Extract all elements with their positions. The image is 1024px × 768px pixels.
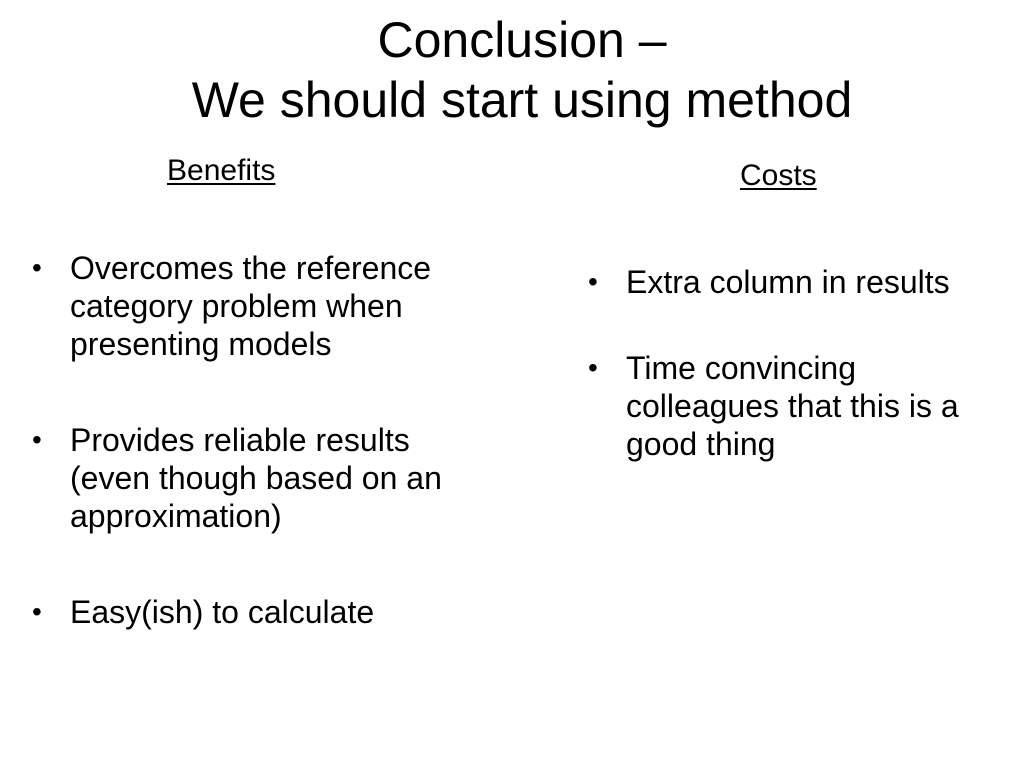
benefits-heading: Benefits (167, 154, 276, 187)
bullet-icon: • (32, 596, 42, 627)
slide-title-line-1: Conclusion – (377, 12, 667, 68)
benefit-item (32, 593, 452, 631)
benefit-item (32, 249, 452, 363)
cost-item-text: Time convincing colleagues that this is a good thing (626, 350, 959, 462)
benefit-item-text: Provides reliable results (even though based on an approximation) (70, 422, 442, 534)
bullet-icon: • (32, 252, 42, 283)
benefit-item-text: Overcomes the reference category problem when presenting models (70, 250, 432, 362)
bullet-icon: • (588, 352, 598, 383)
costs-heading: Costs (740, 159, 817, 192)
benefit-item (32, 421, 452, 535)
cost-item (588, 263, 1008, 301)
slide-title-line-2: We should start using method (191, 72, 853, 128)
bullet-icon: • (588, 266, 598, 297)
costs-list (588, 263, 1008, 511)
cost-item-text: Extra column in results (626, 264, 950, 300)
benefits-list (32, 249, 452, 689)
slide-title (0, 10, 1024, 130)
benefit-item-text: Easy(ish) to calculate (70, 594, 375, 630)
bullet-icon: • (32, 424, 42, 455)
cost-item (588, 349, 1008, 463)
